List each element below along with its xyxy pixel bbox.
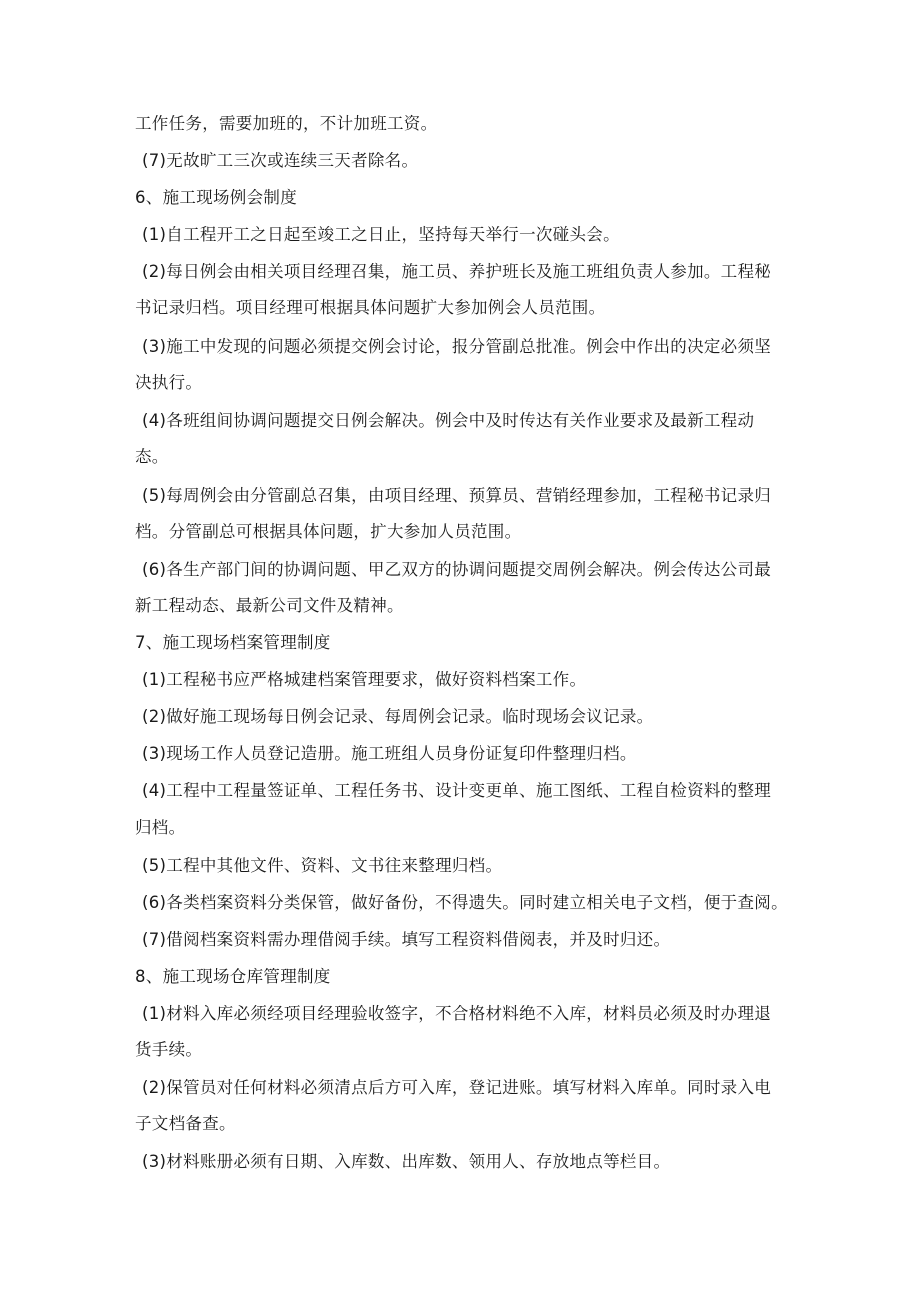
text-line: (4)各班组间协调问题提交日例会解决。例会中及时传达有关作业要求及最新工程动	[142, 411, 755, 430]
text-line: (3)施工中发现的问题必须提交例会讨论，报分管副总批准。例会中作出的决定必须坚	[142, 337, 772, 356]
text-line: 态。	[135, 447, 169, 466]
text-line: 货手续。	[135, 1040, 203, 1059]
text-line: (6)各生产部门间的协调问题、甲乙双方的协调问题提交周例会解决。例会传达公司最	[142, 560, 772, 579]
text-line: (5)每周例会由分管副总召集，由项目经理、预算员、营销经理参加，工程秘书记录归	[142, 486, 772, 505]
text-line: (3)材料账册必须有日期、入库数、出库数、领用人、存放地点等栏目。	[142, 1152, 671, 1171]
text-line: (1)工程秘书应严格城建档案管理要求，做好资料档案工作。	[142, 670, 587, 689]
text-line: (1)材料入库必须经项目经理验收签字，不合格材料绝不入库，材料员必须及时办理退	[142, 1004, 772, 1023]
text-line: 工作任务，需要加班的，不计加班工资。	[135, 114, 438, 133]
text-line: (4)工程中工程量签证单、工程任务书、设计变更单、施工图纸、工程自检资料的整理	[142, 781, 772, 800]
section-heading: 6、施工现场例会制度	[135, 188, 297, 207]
text-line: 子文档备查。	[135, 1114, 236, 1133]
text-line: (3)现场工作人员登记造册。施工班组人员身份证复印件整理归档。	[142, 744, 637, 763]
text-line: (6)各类档案资料分类保管，做好备份，不得遗失。同时建立相关电子文档，便于查阅。	[142, 893, 788, 912]
text-line: 归档。	[135, 818, 186, 837]
text-line: 新工程动态、最新公司文件及精神。	[135, 596, 404, 615]
text-line: (5)工程中其他文件、资料、文书往来整理归档。	[142, 856, 503, 875]
text-line: 书记录归档。项目经理可根据具体问题扩大参加例会人员范围。	[135, 298, 606, 317]
text-line: (2)保管员对任何材料必须清点后方可入库，登记进账。填写材料入库单。同时录入电	[142, 1078, 772, 1097]
text-line: (2)做好施工现场每日例会记录、每周例会记录。临时现场会议记录。	[142, 707, 654, 726]
text-line: (1)自工程开工之日起至竣工之日止，坚持每天举行一次碰头会。	[142, 225, 620, 244]
text-line: 档。分管副总可根据具体问题，扩大参加人员范围。	[135, 522, 522, 541]
text-line: (2)每日例会由相关项目经理召集，施工员、养护班长及施工班组负责人参加。工程秘	[142, 262, 772, 281]
text-line: 决执行。	[135, 373, 203, 392]
section-heading: 8、施工现场仓库管理制度	[135, 967, 331, 986]
text-line: (7)无故旷工三次或连续三天者除名。	[142, 151, 419, 170]
section-heading: 7、施工现场档案管理制度	[135, 633, 331, 652]
text-line: (7)借阅档案资料需办理借阅手续。填写工程资料借阅表，并及时归还。	[142, 930, 671, 949]
